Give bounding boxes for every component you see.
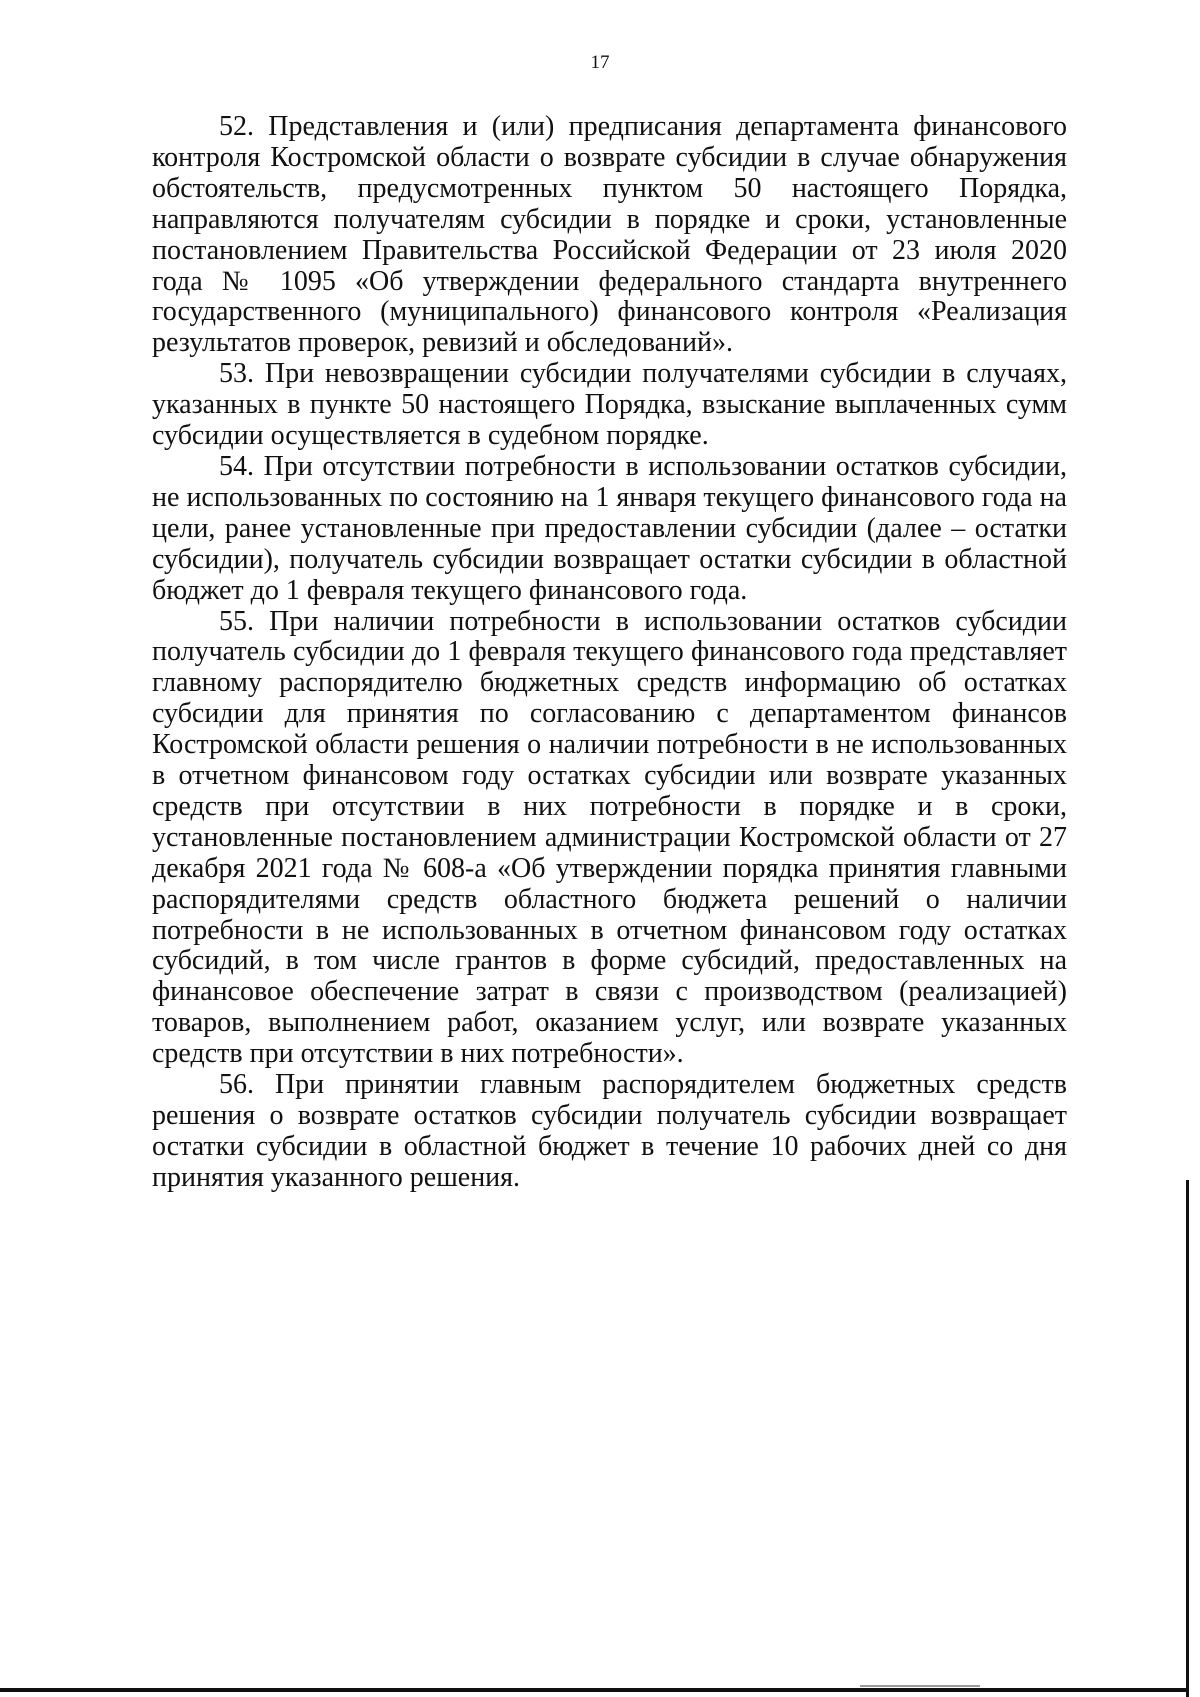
paragraph-54: 54. При отсутствии потребности в использовании остатков субсидии, не использованных по состоянию на 1 января текущего финансового года на цели, ранее установленные при предоставлении субсидии (далее – остатки субсидии), получатель субсидии возвращает остатки субсидии в областной бюджет до 1 февраля текущего финансового года. (152, 450, 1067, 606)
paragraph-56: 56. При принятии главным распорядителем бюджетных средств решения о возврате остатков субсидии получатель субсидии возвращает остатки субсидии в областной бюджет в течение 10 рабочих дней со дня принятия указанного решения. (152, 1069, 1067, 1193)
paragraph-52: 52. Представления и (или) предписания департамента финансового контроля Костромской области о возврате субсидии в случае обнаружения обстоятельств, предусмотренных пунктом 50 настоящего Порядка, направляются получателям субсидии в порядке и сроки, установленные постановлением Правительства Российской Федерации от 23 июля 2020 года № 1095 «Об утверждении федерального стандарта внутреннего государственного (муниципального) финансового контроля «Реализация результатов проверок, ревизий и обследований». (152, 111, 1067, 359)
paragraph-53: 53. При невозвращении субсидии получателями субсидии в случаях, указанных в пункте 50 настоящего Порядка, взыскание выплаченных сумм субсидии осуществляется в судебном порядке. (152, 358, 1067, 452)
scan-edge-bottom (0, 1688, 1188, 1692)
scan-edge-right (1186, 1180, 1189, 1697)
paragraph-55: 55. При наличии потребности в использовании остатков субсидии получатель субсидии до 1 февраля текущего финансового года представляет главному распорядителю бюджетных средств информацию об остатках субсидии для принятия по согласованию с департаментом финансов Костромской области решения о наличии потребности в не использованных в отчетном финансовом году остатках субсидии или возврате указанных средств при отсутствии в них потребности в порядке и в сроки, установленные постановлением администрации Костромской области от 27 декабря 2021 года № 608-а «Об утверждении порядка принятия главными распорядителями средств областного бюджета решений о наличии потребности в не использованных в отчетном финансовом году остатках субсидий, в том числе грантов в форме субсидий, предоставленных на финансовое обеспечение затрат в связи с производством (реализацией) товаров, выполнением работ, оказанием услуг, или возврате указанных средств при отсутствии в них потребности». (152, 605, 1067, 1070)
page-number: 17 (590, 52, 610, 73)
scan-edge-artifact (860, 1685, 980, 1687)
document-body (152, 112, 1067, 1194)
